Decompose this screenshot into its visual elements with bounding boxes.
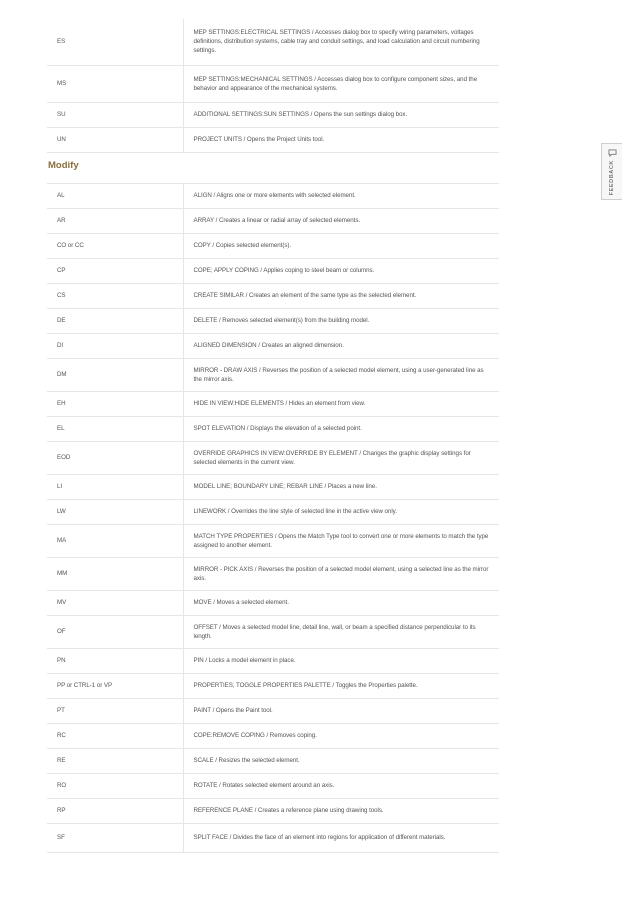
table-row <box>47 233 499 258</box>
shortcut-key: CO or CC <box>47 233 183 258</box>
table-row <box>47 673 499 698</box>
table-row <box>47 474 499 499</box>
shortcut-description: SPLIT FACE / Divides the face of an element into regions for application of different materials. <box>183 823 499 852</box>
shortcut-key: SU <box>47 102 183 127</box>
table-row <box>47 333 499 358</box>
shortcut-description: PROPERTIES; TOGGLE PROPERTIES PALETTE / Toggles the Properties palette. <box>183 673 499 698</box>
shortcut-description: COPE; APPLY COPING / Applies coping to steel beam or columns. <box>183 258 499 283</box>
feedback-label: FEEDBACK <box>609 160 615 196</box>
shortcut-key: RC <box>47 723 183 748</box>
table-row <box>47 258 499 283</box>
shortcut-key: UN <box>47 127 183 152</box>
shortcut-description: LINEWORK / Overrides the line style of selected line in the active view only. <box>183 499 499 524</box>
shortcut-description: COPY / Copies selected element(s). <box>183 233 499 258</box>
shortcut-key: PT <box>47 698 183 723</box>
table-row <box>47 524 499 557</box>
table-row <box>47 823 499 852</box>
table-row <box>47 208 499 233</box>
shortcut-description: HIDE IN VIEW:HIDE ELEMENTS / Hides an element from view. <box>183 391 499 416</box>
table-row <box>47 590 499 615</box>
shortcut-key: EOD <box>47 441 183 474</box>
table-row <box>47 183 499 208</box>
section-heading-modify: Modify <box>48 159 79 171</box>
shortcut-key: CS <box>47 283 183 308</box>
table-row <box>47 723 499 748</box>
table-row <box>47 698 499 723</box>
table-row <box>47 748 499 773</box>
shortcut-description: ROTATE / Rotates selected element around an axis. <box>183 773 499 798</box>
shortcut-description: MOVE / Moves a selected element. <box>183 590 499 615</box>
shortcut-key: ES <box>47 19 183 65</box>
shortcut-key: EL <box>47 416 183 441</box>
shortcut-description: MIRROR - DRAW AXIS / Reverses the position of a selected model element, using a user-generated line as the mirror axis. <box>183 358 499 391</box>
shortcut-description: MEP SETTINGS:ELECTRICAL SETTINGS / Accesses dialog box to specify wiring parameters, voltages definitions, distribution systems, cable tray and conduit settings, and load calculation and circuit numbering settings. <box>183 19 499 65</box>
shortcut-key: RO <box>47 773 183 798</box>
shortcut-key: PN <box>47 648 183 673</box>
table-row <box>47 648 499 673</box>
shortcut-description: SPOT ELEVATION / Displays the elevation of a selected point. <box>183 416 499 441</box>
shortcut-key: MM <box>47 557 183 590</box>
modify-shortcut-table <box>47 183 499 853</box>
shortcut-key: AR <box>47 208 183 233</box>
table-row <box>47 102 499 127</box>
shortcut-description: MIRROR - PICK AXIS / Reverses the position of a selected model element, using a selected line as the mirror axis. <box>183 557 499 590</box>
shortcut-key: SF <box>47 823 183 852</box>
shortcut-description: MEP SETTINGS:MECHANICAL SETTINGS / Accesses dialog box to configure component sizes, and the behavior and appearance of the mechanical systems. <box>183 65 499 102</box>
table-row <box>47 416 499 441</box>
shortcut-description: PROJECT UNITS / Opens the Project Units tool. <box>183 127 499 152</box>
speech-bubble-icon <box>608 149 617 157</box>
shortcut-key: MS <box>47 65 183 102</box>
shortcut-description: MATCH TYPE PROPERTIES / Opens the Match Type tool to convert one or more elements to match the type assigned to another element. <box>183 524 499 557</box>
shortcut-key: RE <box>47 748 183 773</box>
shortcut-key: PP or CTRL-1 or VP <box>47 673 183 698</box>
table-row <box>47 391 499 416</box>
shortcut-description: PAINT / Opens the Paint tool. <box>183 698 499 723</box>
shortcut-key: AL <box>47 183 183 208</box>
shortcut-description: PIN / Locks a model element in place. <box>183 648 499 673</box>
shortcut-key: LI <box>47 474 183 499</box>
feedback-tab[interactable] <box>601 143 622 200</box>
table-row <box>47 615 499 648</box>
shortcut-key: LW <box>47 499 183 524</box>
shortcut-key: EH <box>47 391 183 416</box>
shortcut-key: CP <box>47 258 183 283</box>
table-row <box>47 19 499 65</box>
shortcut-description: ALIGN / Aligns one or more elements with selected element. <box>183 183 499 208</box>
shortcut-key: RP <box>47 798 183 823</box>
shortcut-description: DELETE / Removes selected element(s) from the building model. <box>183 308 499 333</box>
shortcut-description: MODEL LINE; BOUNDARY LINE; REBAR LINE / Places a new line. <box>183 474 499 499</box>
table-row <box>47 557 499 590</box>
table-row <box>47 308 499 333</box>
shortcut-key: DM <box>47 358 183 391</box>
table-row <box>47 773 499 798</box>
shortcut-description: REFERENCE PLANE / Creates a reference plane using drawing tools. <box>183 798 499 823</box>
shortcut-key: MV <box>47 590 183 615</box>
shortcut-document <box>47 19 499 853</box>
shortcut-key: DI <box>47 333 183 358</box>
table-row <box>47 441 499 474</box>
shortcut-key: OF <box>47 615 183 648</box>
table-row <box>47 499 499 524</box>
table-row <box>47 798 499 823</box>
shortcut-description: SCALE / Resizes the selected element. <box>183 748 499 773</box>
shortcut-key: MA <box>47 524 183 557</box>
table-row <box>47 283 499 308</box>
shortcut-description: CREATE SIMILAR / Creates an element of the same type as the selected element. <box>183 283 499 308</box>
shortcut-description: ALIGNED DIMENSION / Creates an aligned dimension. <box>183 333 499 358</box>
shortcut-key: DE <box>47 308 183 333</box>
shortcut-description: ADDITIONAL SETTINGS:SUN SETTINGS / Opens the sun settings dialog box. <box>183 102 499 127</box>
settings-shortcut-table <box>47 19 499 153</box>
table-row <box>47 358 499 391</box>
shortcut-description: OFFSET / Moves a selected model line, detail line, wall, or beam a specified distance perpendicular to its length. <box>183 615 499 648</box>
table-row <box>47 127 499 152</box>
shortcut-description: ARRAY / Creates a linear or radial array of selected elements. <box>183 208 499 233</box>
table-row <box>47 65 499 102</box>
shortcut-description: COPE:REMOVE COPING / Removes coping. <box>183 723 499 748</box>
shortcut-description: OVERRIDE GRAPHICS IN VIEW:OVERRIDE BY ELEMENT / Changes the graphic display settings for selected elements in the current view. <box>183 441 499 474</box>
